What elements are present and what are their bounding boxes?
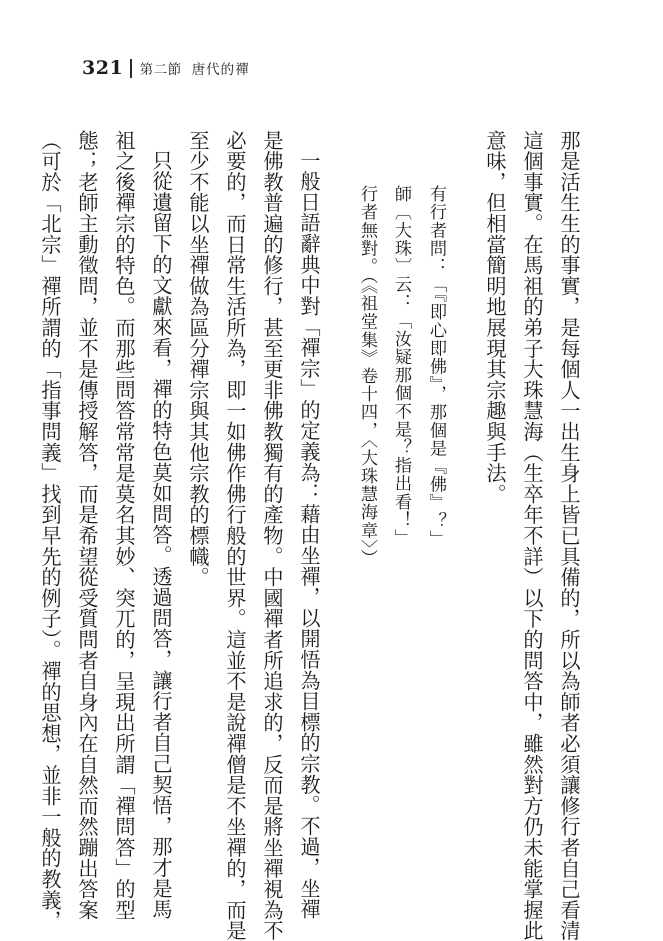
page-number: 321 <box>82 57 124 79</box>
text-column: 至少不能以坐禪做為區分禪宗與其他宗教的標幟。 <box>186 130 210 588</box>
header-divider <box>130 59 132 78</box>
text-column: 一般日語辭典中對「禪宗」的定義為：藉由坐禪，以開悟為目標的宗教。不過，坐禪 <box>297 150 321 920</box>
section-label: 第二節 <box>139 62 182 78</box>
text-column: （可於「北宗」禪所謂的「指事問義」找到早先的例子）。禪的思想，並非一般的教義， <box>38 130 62 932</box>
text-column: 只從遺留下的文獻來看，禪的特色莫如問答。透過問答，讓行者自己契悟，那才是馬 <box>149 150 173 920</box>
text-column: 必要的，而日常生活所為，即一如佛作佛行般的世界。這並不是說禪僧是不坐禪的，而是 <box>223 130 247 941</box>
text-column: 祖之後禪宗的特色。而那些問答常常是莫名其妙、突兀的，呈現出所謂「禪問答」的型 <box>112 130 136 921</box>
text-column: 那是活生生的事實，是每個人一出生身上皆已具備的，所以為師者必須讓修行者自己看清 <box>557 130 581 941</box>
text-column: 態；老師主動徵問，並不是傳授解答，而是希望從受質問者自身內在自然而然蹦出答案 <box>75 130 99 921</box>
quote-column: 有行者問：「『即心即佛』，那個是『佛』？」 <box>426 185 446 548</box>
quote-column: 行者無對。（《祖堂集》卷十四，〈大珠慧海章〉） <box>357 185 377 567</box>
text-column: 是佛教普遍的修行，甚至更非佛教獨有的產物。中國禪者所追求的，反而是將坐禪視為不 <box>260 130 284 941</box>
quote-column: 師〔大珠〕云：「汝疑那個不是？指出看！」 <box>391 185 411 547</box>
running-header <box>82 52 250 84</box>
section-title: 唐代的禪 <box>191 62 250 78</box>
text-column: 意味，但相當簡明地展現其宗趣與手法。 <box>483 130 507 505</box>
text-column: 這個事實。在馬祖的弟子大珠慧海（生卒年不詳）以下的問答中，雖然對方仍未能掌握此 <box>520 130 544 941</box>
